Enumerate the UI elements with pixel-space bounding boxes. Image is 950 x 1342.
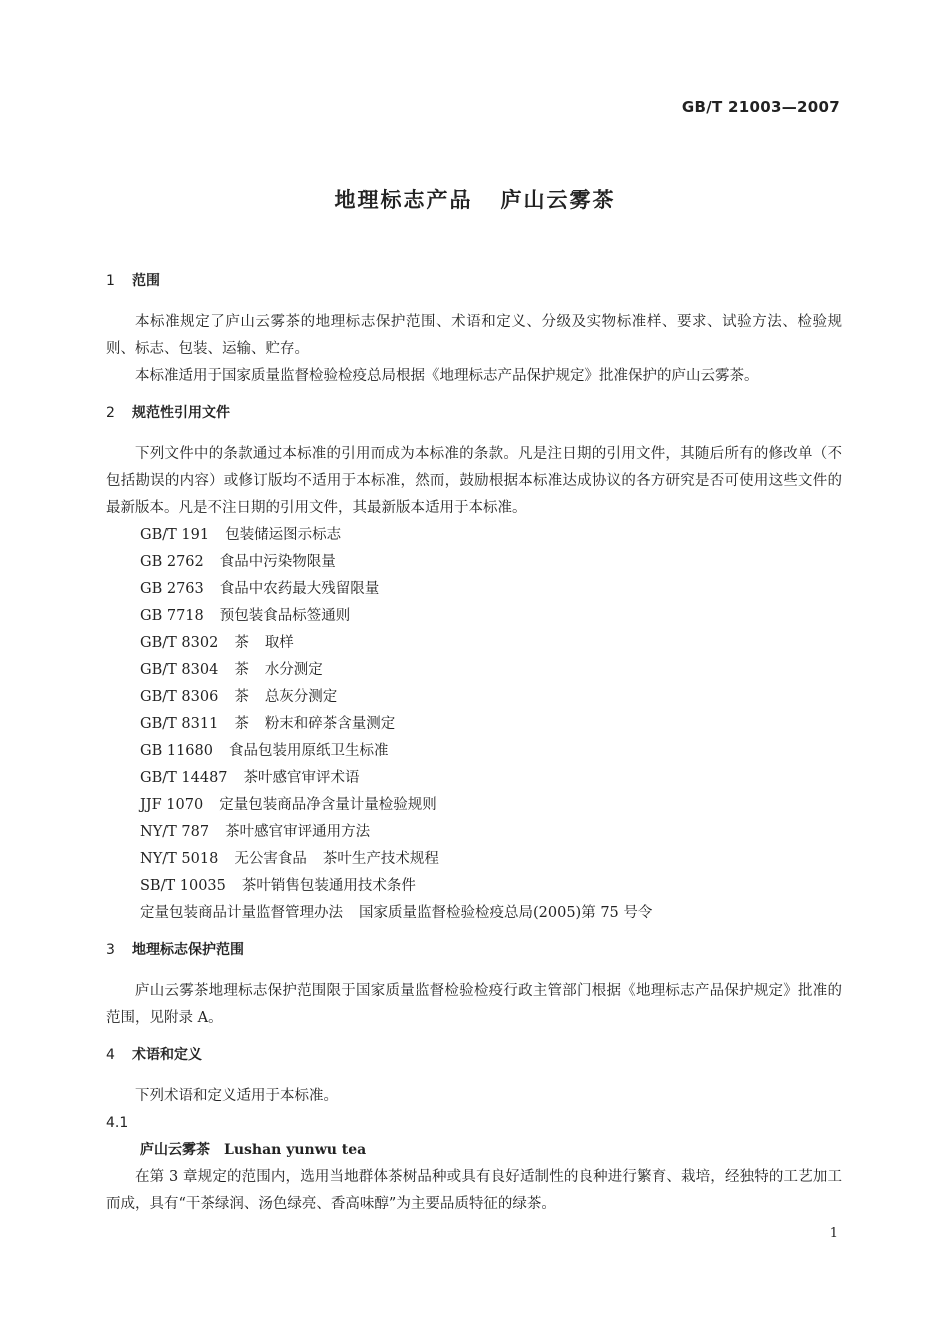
term-chinese: 庐山云雾茶: [140, 1142, 210, 1158]
reference-title: 无公害食品: [234, 851, 307, 867]
section-2-number: 2: [106, 405, 115, 421]
reference-title: 食品中污染物限量: [219, 554, 336, 570]
reference-subtitle: 取样: [264, 635, 294, 651]
title-part-1: 地理标志产品: [334, 188, 473, 212]
reference-item: [106, 684, 842, 711]
reference-item: [106, 603, 842, 630]
reference-item: [106, 765, 842, 792]
reference-code: NY/T 787: [140, 824, 210, 840]
page-number: 1: [829, 1226, 838, 1241]
reference-title: 茶: [234, 716, 249, 732]
document-title: [0, 184, 950, 214]
reference-title: 包装储运图示标志: [225, 527, 342, 543]
reference-title: 食品中农药最大残留限量: [219, 581, 380, 597]
reference-item: [106, 549, 842, 576]
section-2-title: 规范性引用文件: [132, 405, 230, 421]
document-body: [106, 268, 842, 1218]
reference-code: SB/T 10035: [140, 878, 226, 894]
term-english: Lushan yunwu tea: [224, 1142, 367, 1158]
section-3-number: 3: [106, 942, 115, 958]
reference-code: GB 11680: [140, 743, 213, 759]
section-4-heading: [106, 1042, 842, 1069]
section-1-heading: [106, 268, 842, 295]
reference-code: NY/T 5018: [140, 851, 219, 867]
reference-code: JJF 1070: [140, 797, 204, 813]
section-1-paragraph-1: 本标准规定了庐山云雾茶的地理标志保护范围、术语和定义、分级及实物标准样、要求、试验方法、检验规则、标志、包装、运输、贮存。: [106, 314, 842, 357]
reference-item: [106, 792, 842, 819]
section-4-number: 4: [106, 1047, 115, 1063]
reference-title: 茶叶感官审评术语: [243, 770, 360, 786]
title-part-2: 庐山云雾茶: [500, 188, 616, 212]
reference-list: [106, 522, 842, 927]
reference-item: [106, 657, 842, 684]
reference-code: GB/T 191: [140, 527, 210, 543]
reference-title: 茶: [234, 689, 249, 705]
reference-code: GB/T 14487: [140, 770, 228, 786]
reference-title: 茶叶销售包装通用技术条件: [241, 878, 416, 894]
section-3-title: 地理标志保护范围: [132, 942, 244, 958]
reference-code: GB 7718: [140, 608, 204, 624]
reference-item: [106, 576, 842, 603]
reference-code: GB 2763: [140, 581, 204, 597]
reference-code: GB/T 8304: [140, 662, 219, 678]
reference-title: 定量包装商品净含量计量检验规则: [219, 797, 437, 813]
reference-subtitle: 水分测定: [264, 662, 323, 678]
reference-item: [106, 630, 842, 657]
reference-title: 茶叶感官审评通用方法: [225, 824, 371, 840]
reference-item: [106, 819, 842, 846]
reference-title: 茶: [234, 662, 249, 678]
section-3-paragraph-1: 庐山云雾茶地理标志保护范围限于国家质量监督检验检疫行政主管部门根据《地理标志产品保护规定》批准的范围，见附录 A。: [106, 983, 842, 1026]
reference-subtitle: 茶叶生产技术规程: [322, 851, 439, 867]
reference-title: 预包装食品标签通则: [219, 608, 351, 624]
reference-item: [106, 522, 842, 549]
section-1-paragraph-2: 本标准适用于国家质量监督检验检疫总局根据《地理标志产品保护规定》批准保护的庐山云雾茶。: [135, 368, 759, 384]
reference-code: GB 2762: [140, 554, 204, 570]
standard-number: GB/T 21003—2007: [681, 98, 840, 116]
reference-title: 国家质量监督检验检疫总局(2005)第 75 号令: [359, 905, 653, 921]
reference-item: [106, 846, 842, 873]
subsection-4-1-number: 4.1: [106, 1115, 129, 1131]
reference-code: GB/T 8311: [140, 716, 219, 732]
section-4-paragraph-1: 下列术语和定义适用于本标准。: [135, 1088, 338, 1104]
section-2-paragraph-1: 下列文件中的条款通过本标准的引用而成为本标准的条款。凡是注日期的引用文件，其随后所有的修改单（不包括勘误的内容）或修订版均不适用于本标准，然而，鼓励根据本标准达成协议的各方研究是否可使用这些文件的最新版本。凡是不注日期的引用文件，其最新版本适用于本标准。: [106, 446, 842, 516]
reference-item: [106, 711, 842, 738]
term-definition: 在第 3 章规定的范围内，选用当地群体茶树品种或具有良好适制性的良种进行繁育、栽培，经独特的工艺加工而成，具有“干茶绿润、汤色绿亮、香高味醇”为主要品质特征的绿茶。: [106, 1169, 842, 1212]
reference-item: [106, 873, 842, 900]
reference-code: 定量包装商品计量监督管理办法: [140, 905, 343, 921]
reference-item: [106, 738, 842, 765]
section-3-heading: [106, 937, 842, 964]
reference-code: GB/T 8302: [140, 635, 219, 651]
section-2-heading: [106, 400, 842, 427]
reference-subtitle: 粉末和碎茶含量测定: [264, 716, 396, 732]
term-entry: [106, 1137, 842, 1164]
reference-code: GB/T 8306: [140, 689, 219, 705]
section-1-number: 1: [106, 273, 115, 289]
reference-item: [106, 900, 842, 927]
reference-title: 茶: [234, 635, 249, 651]
section-1-title: 范围: [132, 273, 160, 289]
reference-subtitle: 总灰分测定: [264, 689, 338, 705]
section-4-title: 术语和定义: [132, 1047, 202, 1063]
reference-title: 食品包装用原纸卫生标准: [228, 743, 389, 759]
